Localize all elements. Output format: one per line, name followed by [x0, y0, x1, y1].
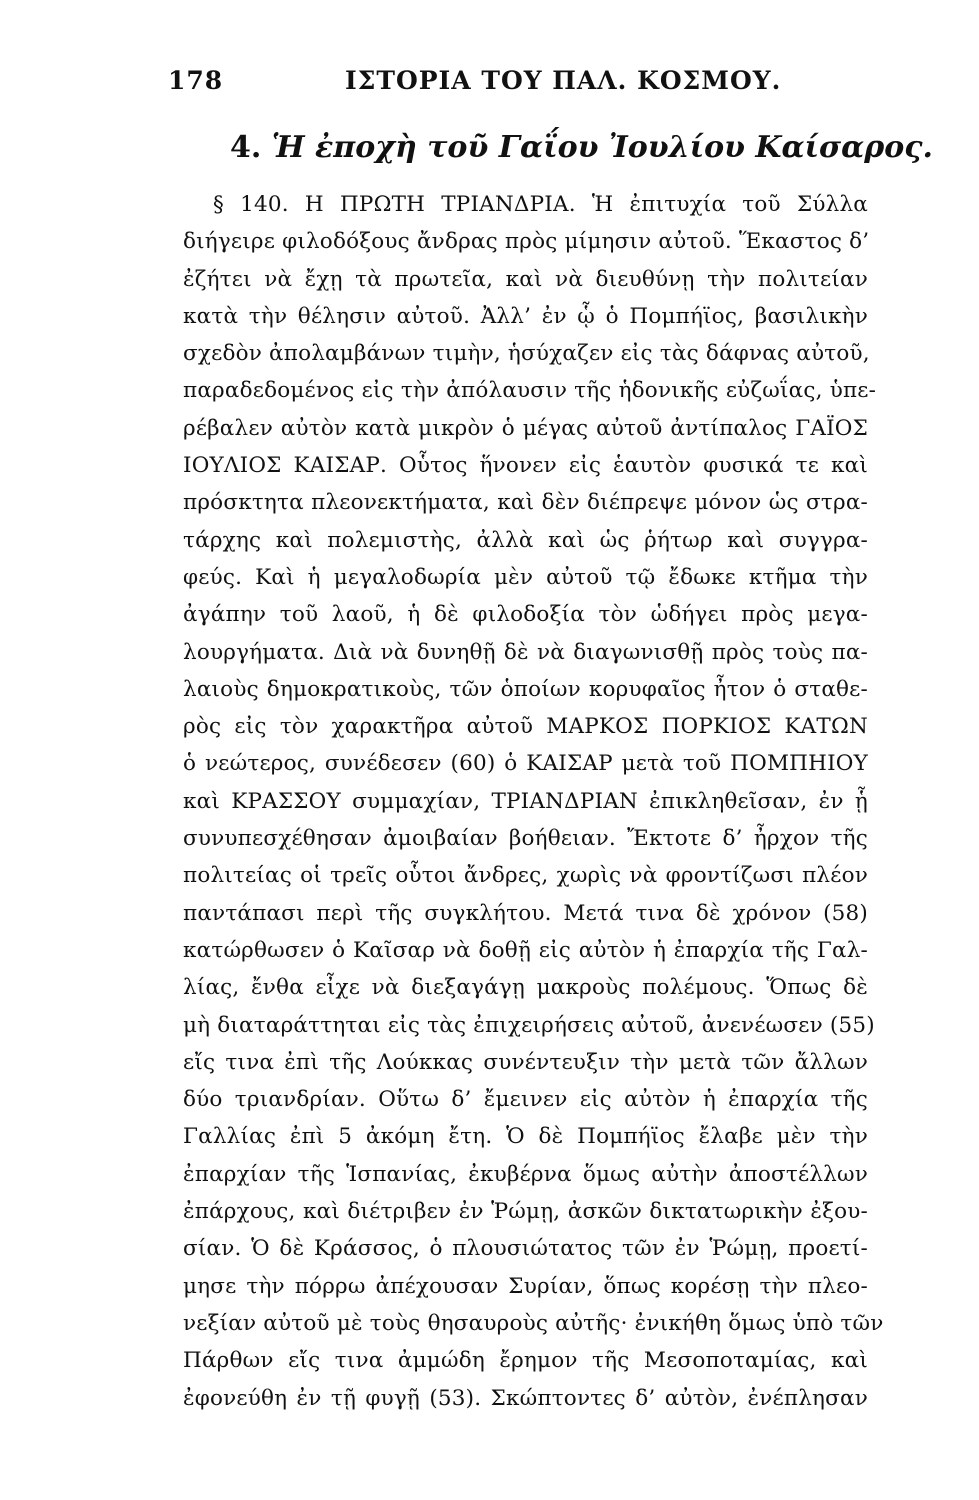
text-line: ἐζήτει νὰ ἔχῃ τὰ πρωτεῖα, καὶ νὰ διευθύνῃ τὴν πολιτείαν [183, 266, 868, 292]
text-line: λουργήματα. Διὰ νὰ δυνηθῇ δὲ νὰ διαγωνισθῇ πρὸς τοὺς πα- [183, 639, 868, 665]
text-line: σίαν. Ὁ δὲ Κράσσος, ὁ πλουσιώτατος τῶν ἐν Ῥώμῃ, προετί- [183, 1236, 868, 1262]
text-line: Πάρθων εἴς τινα ἀμμώδη ἔρημον τῆς Μεσοποταμίας, καὶ [183, 1348, 868, 1374]
text-line: παραδεδομένος εἰς τὴν ἀπόλαυσιν τῆς ἡδονικῆς εὐζωΐας, ὑπε- [183, 378, 877, 404]
body-text [183, 186, 884, 1417]
text-line: πρόσκτητα πλεονεκτήματα, καὶ δὲν διέπρεψε μόνον ὡς στρα- [183, 490, 868, 516]
running-title: ΙΣΤΟΡΙΑ ΤΟΥ ΠΑΛ. ΚΟΣΜΟΥ. [345, 66, 782, 95]
text-line: καὶ ΚΡΑΣΣΟΥ συμμαχίαν, ΤΡΙΑΝΔΡΙΑΝ ἐπικληθεῖσαν, ἐν ᾗ [183, 788, 868, 814]
text-line: ΙΟΥΛΙΟΣ ΚΑΙΣΑΡ. Οὗτος ἥνονεν εἰς ἑαυτὸν φυσικά τε καὶ [183, 453, 868, 479]
text-line: κατὰ τὴν θέλησιν αὐτοῦ. Ἀλλ’ ἐν ᾧ ὁ Πομπήϊος, βασιλικὴν [183, 303, 868, 329]
text-line: μὴ διαταράττηται εἰς τὰς ἐπιχειρήσεις αὐτοῦ, ἀνενέωσεν (55) [183, 1012, 875, 1038]
text-line: ἐφονεύθη ἐν τῇ φυγῇ (53). Σκώπτοντες δ’ αὐτὸν, ἐνέπλησαν [183, 1385, 868, 1411]
chapter-title: Ἡ ἐποχὴ τοῦ Γαΐου Ἰουλίου Καίσαρος. [271, 130, 933, 165]
text-line: ἐπαρχίαν τῆς Ἱσπανίας, ἐκυβέρνα ὅμως αὐτὴν ἀποστέλλων [183, 1161, 868, 1187]
running-head [168, 66, 818, 102]
text-line: σχεδὸν ἀπολαμβάνων τιμὴν, ἡσύχαζεν εἰς τὰς δάφνας αὐτοῦ, [183, 341, 870, 367]
chapter-number: 4. [230, 130, 262, 165]
text-line: νεξίαν αὐτοῦ μὲ τοὺς θησαυροὺς αὐτῆς· ἐνικήθη ὅμως ὑπὸ τῶν [183, 1310, 884, 1336]
text-line: διήγειρε φιλοδόξους ἄνδρας πρὸς μίμησιν αὐτοῦ. Ἕκαστος δ’ [183, 229, 870, 255]
text-line: τάρχης καὶ πολεμιστὴς, ἀλλὰ καὶ ὡς ῥήτωρ καὶ συγγρα- [183, 527, 868, 553]
chapter-heading [230, 130, 933, 165]
text-line: § 140. Η ΠΡΩΤΗ ΤΡΙΑΝΔΡΙΑ. Ἡ ἐπιτυχία τοῦ Σύλλα [213, 192, 868, 217]
text-line: μησε τὴν πόρρω ἀπέχουσαν Συρίαν, ὅπως κορέσῃ τὴν πλεο- [183, 1273, 868, 1299]
text-line: ὁ νεώτερος, συνέδεσεν (60) ὁ ΚΑΙΣΑΡ μετὰ τοῦ ΠΟΜΠΗΙΟΥ [183, 751, 868, 777]
text-line: παντάπασι περὶ τῆς συγκλήτου. Μετά τινα δὲ χρόνον (58) [183, 900, 868, 926]
text-line: εἴς τινα ἐπὶ τῆς Λούκκας συνέντευξιν τὴν μετὰ τῶν ἄλλων [183, 1049, 868, 1075]
text-line: λίας, ἔνθα εἶχε νὰ διεξαγάγῃ μακροὺς πολέμους. Ὅπως δὲ [183, 975, 868, 1001]
text-line: δύο τριανδρίαν. Οὕτω δ’ ἔμεινεν εἰς αὐτὸν ἡ ἐπαρχία τῆς [183, 1087, 868, 1113]
text-line: συνυπεσχέθησαν ἀμοιβαίαν βοήθειαν. Ἔκτοτε δ’ ἦρχον τῆς [183, 826, 868, 852]
text-line: ρὸς εἰς τὸν χαρακτῆρα αὐτοῦ ΜΑΡΚΟΣ ΠΟΡΚΙΟΣ ΚΑΤΩΝ [183, 714, 868, 740]
text-line: φεύς. Καὶ ἡ μεγαλοδωρία μὲν αὐτοῦ τῷ ἔδωκε κτῆμα τὴν [183, 564, 868, 590]
text-line: κατώρθωσεν ὁ Καῖσαρ νὰ δοθῇ εἰς αὐτὸν ἡ ἐπαρχία τῆς Γαλ- [183, 937, 868, 963]
text-line: πολιτείας οἱ τρεῖς οὗτοι ἄνδρες, χωρὶς νὰ φροντίζωσι πλέον [183, 863, 868, 889]
text-line: ἐπάρχους, καὶ διέτριβεν ἐν Ῥώμῃ, ἀσκῶν δικτατωρικὴν ἐξου- [183, 1199, 868, 1225]
text-line: ἀγάπην τοῦ λαοῦ, ἡ δὲ φιλοδοξία τὸν ὡδήγει πρὸς μεγα- [183, 602, 868, 628]
text-line: ρέβαλεν αὐτὸν κατὰ μικρὸν ὁ μέγας αὐτοῦ ἀντίπαλος ΓΑΪΟΣ [183, 415, 868, 441]
text-line: Γαλλίας ἐπὶ 5 ἀκόμη ἔτη. Ὁ δὲ Πομπήϊος ἔλαβε μὲν τὴν [183, 1124, 868, 1150]
page-number: 178 [168, 66, 224, 95]
text-line: λαιοὺς δημοκρατικοὺς, τῶν ὁποίων κορυφαῖος ἦτον ὁ σταθε- [183, 676, 868, 702]
